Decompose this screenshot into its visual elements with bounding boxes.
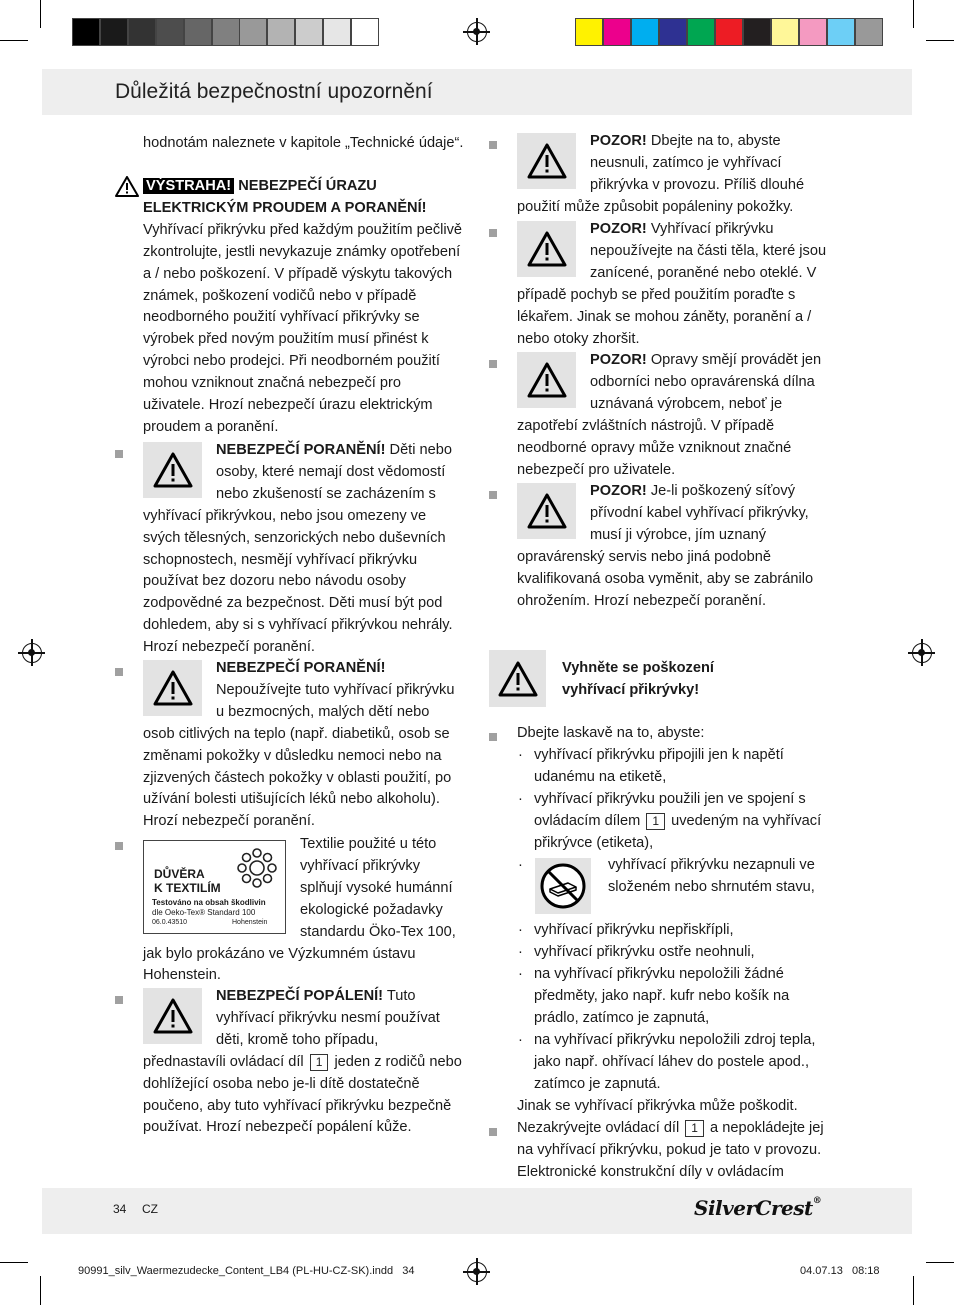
care-item: vyhřívací přikrývku připojili jen k napětí udanému na etiketě, [534, 747, 784, 785]
gray-swatch [128, 18, 156, 46]
gray-swatch [212, 18, 240, 46]
list-dash: · [518, 966, 523, 982]
warning-triangle-icon [517, 352, 576, 408]
warning-triangle-icon [115, 176, 139, 202]
color-swatch [827, 18, 855, 46]
item-burn-warning [143, 986, 465, 1139]
intro-text: hodnotám naleznete v kapitole „Technické údaje“. [143, 135, 464, 151]
warning-text: Vyhřívací přikrývku před každým použitím pečlivě zkontrolujte, jestli nevykazuje známky opotřebení a / nebo poškození. V případě výskytu takových známek, poškození vodičů nebo v případě neodborného použití vyhřívací přikrývky se výrobek před novým použitím musí přinést k výrobci nebo prodejci. Při neodborném použití mohou vzniknout značná nebezpečí pro uživatele. Hrozí nebezpečí úrazu elektrickým proudem a poranění. [143, 221, 463, 435]
item-heading: NEBEZPEČÍ PORANĚNÍ! [216, 660, 386, 676]
seal-line: Testováno na obsah škodlivin [152, 898, 266, 907]
registration-mark-icon [467, 22, 487, 42]
bullet-icon [115, 842, 123, 850]
color-swatch [687, 18, 715, 46]
item-children-warning [143, 440, 465, 659]
seal-line: dle Oeko-Tex® Standard 100 [152, 908, 256, 917]
item-heading: POZOR! [590, 221, 647, 237]
registration-mark-icon [22, 643, 42, 663]
gray-swatch [239, 18, 267, 46]
bullet-icon [115, 996, 123, 1004]
warning-heading: NEBEZPEČÍ ÚRAZU ELEKTRICKÝM PROUDEM A PORANĚNÍ! [143, 178, 427, 216]
bullet-icon [115, 450, 123, 458]
bullet-icon [489, 229, 497, 237]
item-heading: NEBEZPEČÍ PORANĚNÍ! [216, 442, 386, 458]
seal-institute: Hohenstein [232, 919, 268, 926]
flower-logo-icon [234, 845, 280, 891]
care-outro: Jinak se vyhřívací přikrývka může poškodit. [517, 1098, 798, 1114]
gray-swatch [267, 18, 295, 46]
brand-logo: SilverCrest® [694, 1196, 822, 1220]
care-item-text: uvedeným na vyhřívací přikrývce (etiketa), [534, 812, 822, 851]
item-heading: POZOR! [590, 352, 647, 368]
care-item: vyhřívací přikrývku nezapnuli ve složeném nebo shrnutém stavu, [608, 857, 815, 895]
item-text: Nezakrývejte ovládací díl [517, 1120, 680, 1136]
crop-mark [913, 0, 914, 28]
oekotex-seal [143, 840, 286, 934]
list-dash: · [518, 857, 523, 873]
item-heading: POZOR! [590, 483, 647, 499]
crop-mark [913, 1276, 914, 1305]
color-swatch [575, 18, 603, 46]
warning-triangle-icon [143, 988, 202, 1044]
care-item-text: vyhřívací přikrývku použili jen ve spojení s ovládacím dílem [534, 791, 806, 829]
control-unit-number: 1 [685, 1120, 704, 1137]
color-swatch [799, 18, 827, 46]
item-text: Opravy smějí provádět jen odborníci nebo opravárenská dílna uznávaná výrobcem, neboť je zapotřebí zvláštních nástrojů. V případě neodborné opravy může vzniknout značné nebezpečí pro uživatele. [517, 352, 822, 478]
page-title: Důležitá bezpečnostní upozornění [115, 80, 433, 103]
brand-name: SilverCrest [694, 1196, 813, 1220]
crop-mark [0, 40, 28, 41]
item-text: Dbejte na to, abyste neusnuli, zatímco je vyhřívací přikrývka v provozu. Příliš dlouhé použití může způsobit popáleniny pokožky. [517, 133, 805, 215]
gray-swatch [100, 18, 128, 46]
color-swatch [855, 18, 883, 46]
item-text: Je-li poškozený síťový přívodní kabel vyhřívací přikrývky, musí ji výrobce, jím uznaný opravárenský servis nebo jiná podobně kvalifikovaná osoba vyměnit, aby se zabránilo ohrožením. Hrozí nebezpečí poranění. [517, 483, 814, 609]
no-folded-blanket-icon [535, 858, 591, 914]
gray-swatch [156, 18, 184, 46]
item-control-unit [517, 1118, 839, 1184]
bullet-icon [489, 733, 497, 741]
color-swatch [715, 18, 743, 46]
warning-triangle-icon [517, 133, 576, 189]
warning-block [143, 176, 465, 439]
item-text: Tuto vyhřívací přikrývku nesmí používat děti, kromě toho případu, přednastavíli ovládací díl [143, 988, 440, 1070]
control-unit-number: 1 [310, 1054, 329, 1071]
gray-swatch [295, 18, 323, 46]
crop-mark [0, 1262, 28, 1263]
seal-title: K TEXTILÍM [154, 881, 221, 895]
control-unit-number: 1 [646, 813, 665, 830]
warning-triangle-icon [517, 221, 576, 277]
care-item: vyhřívací přikrývku nepřiskřípli, [534, 922, 734, 938]
item-text: Textilie použité u této vyhřívací přikrývky splňují vysoké humánní ekologické požadavky standardu Öko-Tex 100, jak bylo prokázáno ve Výzkumném ústavu Hohenstein. [143, 836, 456, 984]
list-dash: · [518, 791, 523, 807]
item-text: a nepokládejte jej na vyhřívací přikrývku, pokud je tato v provozu. Elektronické konstrukční díly v ovládacím [517, 1120, 824, 1180]
item-text: Děti nebo osoby, které nemají dost vědomostí nebo zkušeností se zacházením s vyhřívací přikrývkou, nebo jsou omezeny ve svých tělesných, senzorických nebo duševních schopnostech, nesmějí vyhřívací přikrývku používat bez dozoru nebo návodu osoby zodpovědné za bezpečnost. Děti musí být pod dohledem, aby si s vyhřívací přikrývkou nehrály. Hrozí nebezpečí poranění. [143, 442, 453, 656]
item-cable-caution [517, 481, 839, 612]
warning-triangle-icon [517, 483, 576, 539]
bullet-icon [115, 668, 123, 676]
item-text: Nepoužívejte tuto vyhřívací přikrývku u bezmocných, malých dětí nebo osob citlivých na teplo (např. diabetiků, osob se změnami pokožky v důsledku nemoci nebo na zjizvených částech pokožky v oblasti použití, po užívání bolesti utišujících léků nebo alkoholu). Hrozí nebezpečí poranění. [143, 681, 455, 830]
item-heading: POZOR! [590, 133, 647, 149]
language-code: CZ [142, 1202, 158, 1216]
gray-swatch [72, 18, 100, 46]
bullet-icon [489, 1128, 497, 1136]
warning-triangle-icon [143, 442, 202, 498]
warning-label: VÝSTRAHA! [143, 178, 234, 194]
care-item: vyhřívací přikrývku ostře neohnuli, [534, 944, 755, 960]
bullet-icon [489, 141, 497, 149]
care-item: na vyhřívací přikrývku nepoložili žádné předměty, jako např. kufr nebo košík na prádlo, zatímco je zapnutá, [534, 966, 790, 1026]
warning-triangle-icon [143, 660, 202, 716]
list-dash: · [518, 922, 523, 938]
item-oekotex [143, 834, 465, 987]
registration-mark-icon [912, 643, 932, 663]
bullet-icon [489, 360, 497, 368]
slug-date: 04.07.13 08:18 [800, 1265, 880, 1277]
crop-mark [926, 1262, 954, 1263]
item-heading: NEBEZPEČÍ POPÁLENÍ! [216, 988, 384, 1004]
item-body-caution [517, 219, 839, 350]
left-column [143, 133, 465, 155]
crop-mark [926, 40, 954, 41]
color-swatch [743, 18, 771, 46]
item-vulnerable-warning [143, 658, 465, 833]
slug-filename: 90991_silv_Waermezudecke_Content_LB4 (PL-HU-CZ-SK).indd 34 [78, 1265, 415, 1277]
gray-swatch [323, 18, 351, 46]
gray-swatch [351, 18, 379, 46]
color-swatch [659, 18, 687, 46]
item-text: Vyhřívací přikrývku nepoužívejte na části těla, které jsou zanícené, poraněné nebo oteklé. V případě pochyb se před použitím poraďte s lékařem. Jinak se mohou záněty, poranění a / nebo otoky zhoršit. [517, 221, 827, 347]
crop-mark [40, 0, 41, 28]
list-dash: · [518, 1032, 523, 1048]
gray-swatch [184, 18, 212, 46]
section-heading: Vyhněte se poškození vyhřívací přikrývky! [562, 660, 714, 698]
color-swatch [631, 18, 659, 46]
item-text: jeden z rodičů nebo dohlížející osoba nebo je-li dítě dostatečně poučeno, aby tuto vyhřívací přikrývku bezpečně používat. Hrozí nebezpečí popálení kůže. [143, 1053, 462, 1136]
color-swatch [603, 18, 631, 46]
color-swatch [771, 18, 799, 46]
item-repair-caution [517, 350, 839, 481]
page-number: 34 [113, 1202, 127, 1216]
warning-triangle-icon [489, 650, 546, 707]
care-item: na vyhřívací přikrývku nepoložili zdroj tepla, jako např. ohřívací láhev do postele apod., zatímco je zapnutá. [534, 1032, 816, 1092]
item-sleep-caution [517, 131, 839, 219]
list-dash: · [518, 747, 523, 763]
care-intro: Dbejte laskavě na to, abyste: [517, 725, 705, 741]
bullet-icon [489, 491, 497, 499]
seal-code: 06.0.43510 [152, 919, 188, 926]
registration-mark-icon [467, 1262, 487, 1282]
care-item [534, 789, 824, 855]
list-dash: · [518, 944, 523, 960]
crop-mark [40, 1276, 41, 1305]
seal-title: DŮVĚRA [154, 867, 205, 881]
